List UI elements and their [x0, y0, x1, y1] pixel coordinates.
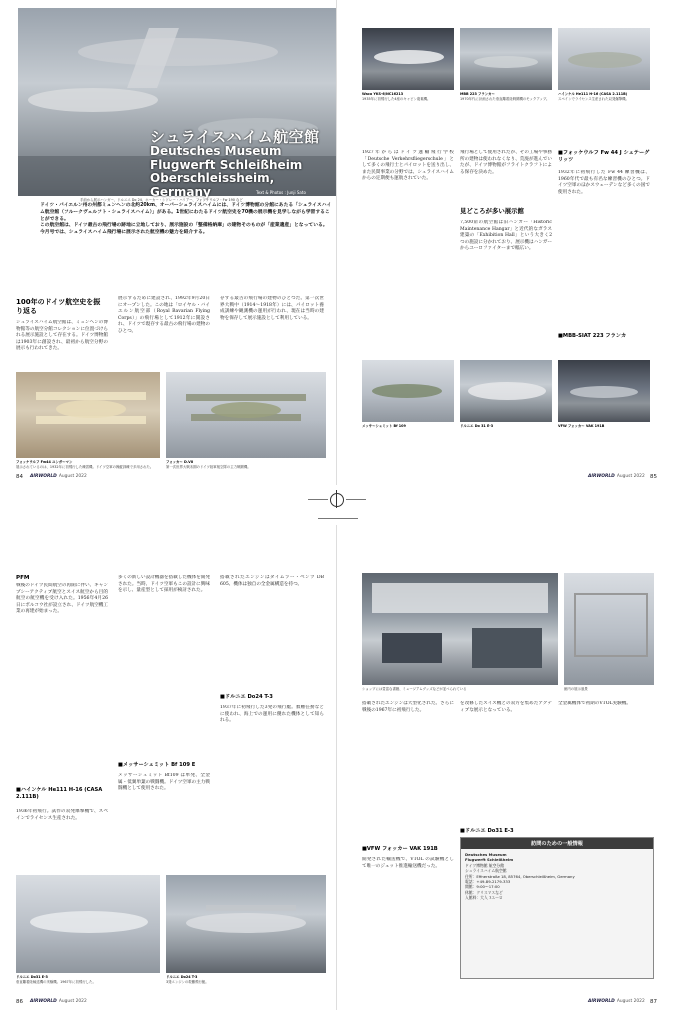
body-column-1: シュライスハイム航空館は、ミュンヘンの博物館等の航空分館コレクションに位置づけられる展示施設として存在する。ドイツ博物館は1903年に創設され、最初から航空分野の展示も行われてきた。: [16, 320, 108, 352]
photo-caption: 館内の展示風景: [564, 687, 588, 691]
section-heading: 100年のドイツ航空史を振り返る: [16, 298, 101, 315]
article-subtitle: Deutsches Museum Flugwerft Schleißheim Oberschleissheim, Germany: [150, 144, 303, 199]
page-87: [338, 525, 675, 1010]
magazine-name: AIRWORLD August 2022: [30, 999, 87, 1004]
subheading: ■ MBB-SIAT 223 フランカ: [558, 332, 650, 339]
article-title: シュライスハイム航空館: [150, 128, 320, 146]
spread-2: [0, 525, 675, 1010]
subheading: ■ VFW フォッカー VAK 191B: [362, 845, 454, 852]
photo-caption: ドルニエ Do 31 E-3: [460, 424, 494, 428]
photo-caption: フォッケウルフ Fw44 ユンガーマン 展示されているのは、1932年に初飛行した練習機。ドイツ空軍の操縦訓練で多用された。: [16, 460, 154, 469]
magazine-name: AIRWORLD August 2022: [30, 474, 87, 479]
page-number: 84: [16, 474, 23, 480]
photo-do31: [16, 875, 160, 973]
spread-1: [0, 0, 675, 485]
body-column-3: 全金属機体で初期のVTOL実験機。: [558, 701, 631, 706]
photo-caption: VFW フォッカー VAK 191B: [558, 424, 605, 428]
credit: Text & Photos : Junji Sato: [256, 190, 306, 195]
body-column-1: 搭載されたエンジンは大型化された。さらに戦後の1967年に初飛行した。: [362, 701, 454, 713]
body-column-1b: 1936年初飛行。試作の双発爆撃機で、スペインでライセンス生産された。: [16, 809, 108, 821]
crop-mark: [0, 490, 675, 520]
subheading: ■ フォッケウルフ Fw 44 J シュテーグリッツ: [558, 150, 650, 164]
page-number: 87: [650, 999, 657, 1005]
page-85: [338, 0, 675, 485]
section-heading: 見どころが多い展示館: [460, 207, 524, 215]
photo-waco: [362, 28, 454, 90]
magazine-name: AIRWORLD August 2022: [588, 474, 645, 479]
subheading: ■ メッサーシュミット Bf 109 E: [118, 761, 210, 768]
body-column-2: を改修したスイス機との双方を集めたアクティブな展示となっている。: [460, 701, 552, 713]
page-number: 86: [16, 999, 23, 1005]
photo-caption: ショップには豊富な書籍、ミュージアムグッズなどが並べられている: [362, 687, 467, 691]
page-84: [0, 0, 337, 485]
photo-mbb223: [460, 28, 552, 90]
photo-caption: ドルニエ Do24 T-3 3発エンジンの救難飛行艇。: [166, 975, 209, 984]
photo-do24: [166, 875, 326, 973]
hero-caption: 手前から展示ハンガー、ドルニエ Do 24、ホーカー・シドレー・ハリアー、フォッケウルフ・Fw 190 など: [80, 198, 243, 202]
photo-caption: MBB 223 フランカー 1970年代に計画された垂直離着陸戦闘機のモックアップ。: [460, 92, 550, 101]
photo-fokker: [166, 372, 326, 458]
info-body: Deutsches Museum Flugwerft Schleißheim ドイツ博物館 航空分館 シュライスハイム航空館 住所：Effnerstraße 18, 85764, Oberschleißheim, Germany 電話：+49-89-2179-333 開館：9:00〜17:00 休館：クリスマスなど 入館料：大人 7ユーロ: [465, 852, 575, 901]
body-column-3: 7,500㎡の航空館は旧ハンガー「Historic Maintenance Hangar」と近代的なガラス建築の「Exhibition Hall」という大きく2つの施設に分かれており、展示機はハンガーからユーロファイターまで幅広い。: [460, 220, 552, 252]
photo-bf109: [362, 360, 454, 422]
section-heading: PFM: [16, 575, 30, 581]
body-column-3b: 1937年に初飛行した3発の飛行艇。救難任務などに使われ、海上での運用に優れた機体として知られる。: [220, 705, 324, 724]
body-column-1: 1927年からはドイツ運輸飛行学校「Deutsche Verkehrsfliegerschule」として多くの飛行士とパイロットを送り出し、また民間事業の分野では、シュライスハイムからの定期便も運航されていた。: [362, 150, 454, 182]
subheading: ■ ドルニエ Do31 E-3: [460, 827, 552, 834]
body-column-1: 戦後のドイツ民間航空の再開に伴い、キャンプシーアクティブ航空とスイス航空から目的航空の航空機を受け入れた。1956年4月26日にボルコウ社が設立され、ドイツ航空機工業の再建が始まった。: [16, 583, 108, 615]
photo-caption: Waco YKS-6/NC16213 1935年に初飛行した4座のキャビン複葉機。: [362, 92, 431, 101]
info-title: 訪問のための一般情報: [461, 838, 653, 849]
photo-caption: メッサーシュミット Bf 109: [362, 424, 406, 428]
body-column-2: 展示するために建設され、1992年9月20日にオープンした。この地は「ロイヤル・バイエルン航空部（Royal Bavarian Flying Corps）」の飛行場として1912年に開設され、ドイツで現存する最古の飛行場の建物のひとつ。: [118, 296, 210, 334]
lead-text: ドイツ・バイエルン州の州都ミュンヘンの北約20km、オーバーシュライスハイムには、ドイツ博物館の分館にあたる「シュライスハイム航空館（フルークヴェルフト・シュライスハイム）」がある。1世紀にわたるドイツ航空史を70機の展示機を見学しながら学習することができる。 この航空館は、ドイツ最古の飛行場の跡地に立地しており、展示施設の「整備格納庫」の建物そのものが「産業遺産」となっている。 今月号では、シュライスハイム飛行場に展示された航空機の魅力を紹介する。: [40, 203, 332, 236]
body-column-4: 1932年に初飛行した Fw 44 練習機は、1960年代で最も有名な練習機のひとつ。ドイツ空軍のほかスウェーデンなど多くの国で使用された。: [558, 170, 650, 195]
photo-interior: [564, 573, 654, 685]
subheading: ■ ドルニエ Do24 T-3: [220, 693, 324, 700]
page-86: [0, 525, 337, 1010]
body-column-2b: メッサーシュミット Bf109 は単発、全金属・低翼単葉の戦闘機。ドイツ空軍の主力戦闘機として使用された。: [118, 773, 210, 792]
body-column-3: 搭載されたエンジンはダイムラー・ベンツ DB 605、機体は独自の全金属構造を持つ。: [220, 575, 324, 587]
photo-shop: [362, 573, 558, 685]
body-column-1b: 開発された輸送機で、VTOL の試験機として唯一のジェット推進輸送機だった。: [362, 857, 454, 869]
photo-do31: [460, 360, 552, 422]
photo-caption: ハインケル He111 H-16 (CASA 2.111B) スペインでライセンス生産された双発爆撃機。: [558, 92, 629, 101]
page-number: 85: [650, 474, 657, 480]
subheading: ■ ハインケル He111 H-16 (CASA 2.111B): [16, 787, 108, 801]
photo-caption: ドルニエ Do31 E-3 垂直離着陸輸送機の実験機。1967年に初飛行した。: [16, 975, 96, 984]
body-column-2: 多くの新しい設計機器を搭載した機体を開発された。当時、ドイツ空軍もこの設計に興味を示し、量産型として採用が検討された。: [118, 575, 210, 594]
photo-caption: フォッカー D.VII 第一次世界大戦末期のドイツ陸軍航空隊の主力戦闘機。: [166, 460, 251, 469]
photo-vak191: [558, 360, 650, 422]
body-column-3: 存する最古の飛行場の建物のひとつだ。第一次世界大戦中（1914〜1918年）には、パイロット養成訓練や観測機の運用が行われ、現在は当時の建物を保存して展示施設として利用している。: [220, 296, 324, 321]
magazine-name: AIRWORLD August 2022: [588, 999, 645, 1004]
visitor-info-box: [460, 837, 654, 979]
photo-he111: [558, 28, 650, 90]
body-column-2: 飛行場として使用されたが、その工場や事務所の建物は使われなくなり、荒廃が進んでいたが、ドイツ博物館がフライトクラフトによる保存を決めた。: [460, 150, 552, 175]
photo-fw44: [16, 372, 160, 458]
